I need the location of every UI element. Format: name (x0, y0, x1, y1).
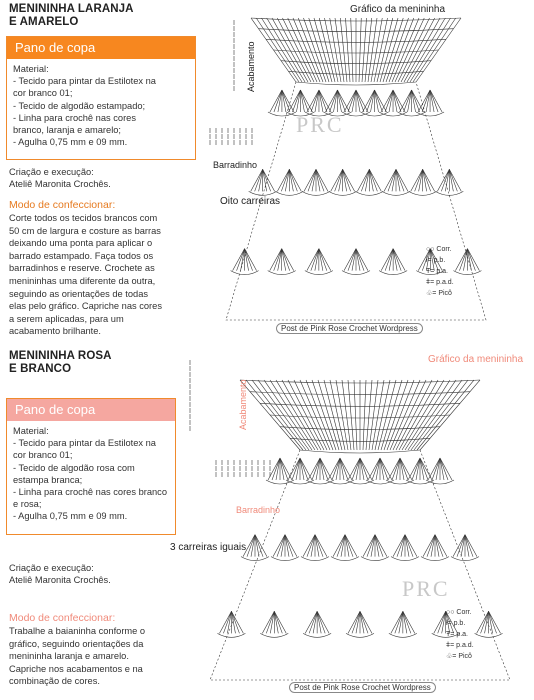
bottom-carreiras-label: 3 carreiras iguais (170, 542, 247, 553)
fan-edge (342, 112, 370, 116)
fan-edge (379, 112, 407, 116)
bottom-box-heading: Pano de copa (7, 399, 175, 421)
bottom-legend (446, 607, 474, 662)
fan-stitch (392, 458, 400, 480)
fan-stitch (335, 169, 343, 191)
bottom-credit (9, 562, 111, 586)
stitch-column (319, 18, 335, 82)
fan-edge (231, 271, 259, 275)
fan-edge (409, 191, 437, 195)
top-method-line: a serem aplicadas, para um (9, 313, 124, 324)
stitch-column (354, 380, 357, 450)
fan-edge (268, 271, 296, 275)
stitch-column (294, 380, 327, 450)
top-material-line: - Tecido para pintar da Estilotex na (13, 76, 156, 87)
bottom-material-line: - Linha para crochê nas cores branco (13, 487, 168, 498)
fan-stitch (282, 249, 290, 271)
fan-stitch (274, 611, 282, 633)
fan-stitch (272, 458, 280, 480)
fan-stitch (277, 535, 285, 557)
fan-stitch (457, 535, 465, 557)
stitch-row (300, 450, 420, 453)
fan-stitch (274, 90, 282, 112)
top-method-line: menininhas uma diferente da outra, (9, 275, 156, 286)
top-barradinho-label: Barradinho (213, 160, 258, 170)
fan-stitch (403, 611, 411, 633)
fan-stitch (282, 90, 290, 112)
fan-stitch (317, 611, 325, 633)
top-material-line: - Agulha 0,75 mm e 09 mm. (13, 137, 128, 148)
fan-edge (451, 557, 479, 561)
fan-edge (275, 191, 303, 195)
stitch-column (414, 380, 468, 450)
bottom-material-line: - Agulha 0,75 mm e 09 mm. (13, 511, 128, 522)
stitch-column (262, 18, 303, 82)
fan-edge (303, 633, 331, 637)
bottom-credit-line2: Ateliê Maronita Crochês. (9, 575, 111, 586)
fan-edge (361, 112, 389, 116)
fan-edge (382, 191, 410, 195)
fan-edge (331, 557, 359, 561)
top-material-line: cor branco 01; (13, 88, 73, 99)
fan-stitch (289, 169, 297, 191)
top-method-line: barrado estampado. Faça todos os (9, 250, 154, 261)
fan-stitch (393, 249, 401, 271)
fan-stitch (319, 249, 327, 271)
bottom-material-line: - Tecido para pintar da Estilotex na (13, 438, 156, 449)
fan-edge (260, 633, 288, 637)
bottom-legend-pb: ƚ= p.b. (446, 620, 466, 627)
bottom-method-line: combinação de cores. (9, 676, 100, 687)
fan-stitch (292, 458, 300, 480)
stitch-column (386, 18, 409, 82)
fan-stitch (489, 611, 497, 633)
bottom-material-line: e rosa; (13, 499, 42, 510)
fan-stitch (465, 535, 473, 557)
top-material-line: Material: (13, 64, 49, 74)
top-material-line: - Tecido de algodão estampado; (13, 100, 146, 111)
fan-edge (342, 271, 370, 275)
stitch-column (252, 380, 306, 450)
top-carreiras-label: Oito carreiras (220, 196, 281, 207)
fan-stitch (352, 458, 360, 480)
fan-edge (391, 557, 419, 561)
top-method-line: deixando uma ponta para aplicar o (9, 238, 153, 249)
top-box-heading: Pano de copa (7, 37, 195, 59)
fan-stitch (340, 458, 348, 480)
top-legend-pico: ♧= Picô (426, 290, 452, 297)
fan-edge (379, 271, 407, 275)
fan-stitch (420, 458, 428, 480)
fan-stitch (440, 458, 448, 480)
bottom-credit-line1: Criação e execução: (9, 563, 94, 573)
fan-stitch (337, 535, 345, 557)
fan-stitch (435, 535, 443, 557)
stitch-column (318, 380, 339, 450)
fan-stitch (280, 458, 288, 480)
bottom-legend-pa: Ŧ= p.a. (446, 631, 468, 638)
fan-stitch (367, 535, 375, 557)
stitch-column (306, 380, 333, 450)
top-material-line: branco, laranja e amarelo; (13, 125, 122, 136)
bottom-method-line: menininha laranja e amarelo. (9, 651, 129, 662)
top-material-box (6, 36, 196, 160)
bottom-watermark: PRC (402, 576, 450, 601)
bottom-legend-corr: ○○ Corr. (446, 609, 472, 616)
top-credit (9, 166, 111, 190)
fan-stitch (356, 249, 364, 271)
stitch-column (293, 18, 320, 82)
fan-stitch (385, 249, 393, 271)
stitch-column (378, 380, 396, 450)
fan-edge (329, 191, 357, 195)
fan-edge (355, 191, 383, 195)
fan-stitch (329, 90, 337, 112)
fan-edge (389, 633, 417, 637)
bottom-method-line: Capriche nos acabamentos e na (9, 663, 143, 674)
top-method-line: 50 cm de largura e costure as barras (9, 225, 161, 236)
fan-stitch (369, 169, 377, 191)
bottom-method-line: gráfico, seguindo orientações da (9, 638, 144, 649)
fan-stitch (412, 458, 420, 480)
fan-stitch (255, 535, 263, 557)
bottom-crochet-diagram (160, 350, 534, 700)
fan-stitch (400, 458, 408, 480)
fan-edge (346, 633, 374, 637)
fan-stitch (375, 90, 383, 112)
top-method-line: seguindo as orientações de todas (9, 288, 149, 299)
top-method-line: Corte todos os tecidos brancos com (9, 213, 158, 223)
top-caption: Post de Pink Rose Crochet Wordpress (276, 323, 423, 334)
top-method-line: acabamento brilhante. (9, 326, 101, 337)
fan-stitch (300, 90, 308, 112)
bottom-material-line: cor branco 01; (13, 450, 73, 461)
fan-stitch (255, 169, 263, 191)
bottom-title (9, 350, 112, 376)
fan-stitch (412, 90, 420, 112)
bottom-material-line: Material: (13, 426, 49, 436)
top-material-list (7, 59, 195, 152)
stitch-column (314, 18, 332, 82)
fan-stitch (223, 611, 231, 633)
fan-stitch (380, 458, 388, 480)
fan-stitch (438, 611, 446, 633)
bottom-caption: Post de Pink Rose Crochet Wordpress (289, 682, 436, 693)
fan-edge (361, 557, 389, 561)
top-title (9, 3, 134, 29)
stitch-column (324, 380, 342, 450)
fan-edge (301, 557, 329, 561)
top-material-line: - Linha para crochê nas cores (13, 112, 136, 123)
fan-stitch (311, 249, 319, 271)
bottom-material-list (7, 421, 175, 527)
fan-stitch (361, 169, 369, 191)
fan-stitch (307, 535, 315, 557)
top-credit-line1: Criação e execução: (9, 167, 94, 177)
bottom-method-line: Trabalhe a baianinha conforme o (9, 626, 146, 636)
bottom-material-line: estampa branca; (13, 474, 83, 485)
bottom-title-line2: E BRANCO (9, 363, 72, 375)
stitch-column (380, 18, 398, 82)
fan-stitch (422, 90, 430, 112)
top-credit-line2: Ateliê Maronita Crochês. (9, 179, 111, 190)
stitch-column (393, 380, 426, 450)
fan-stitch (332, 458, 340, 480)
fan-stitch (237, 249, 245, 271)
fan-edge (217, 633, 245, 637)
stitch-column (392, 18, 419, 82)
fan-stitch (423, 169, 431, 191)
fan-stitch (405, 535, 413, 557)
fan-edge (435, 191, 463, 195)
fan-stitch (247, 535, 255, 557)
stitch-column (381, 380, 402, 450)
top-chart-title: Gráfico da menininha (350, 4, 446, 15)
bottom-legend-pico: ♧= Picô (446, 653, 472, 660)
fan-stitch (397, 535, 405, 557)
fan-stitch (372, 458, 380, 480)
fan-stitch (348, 90, 356, 112)
bottom-acabamento-label: Acabamento (238, 379, 248, 430)
stitch-column (351, 18, 353, 82)
stitch-column (363, 380, 366, 450)
stitch-column (359, 18, 361, 82)
fan-stitch (393, 90, 401, 112)
stitch-column (383, 18, 403, 82)
fan-stitch (311, 90, 319, 112)
fan-stitch (308, 169, 316, 191)
top-method-line: elas pelo gráfico. Capriche nas cores (9, 301, 162, 312)
stitch-column (276, 380, 318, 450)
fan-stitch (430, 90, 438, 112)
fan-stitch (432, 458, 440, 480)
top-legend (426, 244, 454, 299)
bottom-method-heading: Modo de confeccionar: (9, 612, 116, 624)
stitch-column (366, 380, 372, 450)
bottom-method-text (9, 625, 145, 688)
fan-stitch (320, 458, 328, 480)
fan-stitch (337, 90, 345, 112)
top-acabamento-label: Acabamento (246, 41, 256, 92)
fan-stitch (360, 458, 368, 480)
stitch-column (377, 18, 393, 82)
top-watermark: PRC (296, 112, 344, 137)
fan-edge (426, 480, 454, 484)
fan-stitch (312, 458, 320, 480)
fan-stitch (345, 535, 353, 557)
fan-edge (241, 557, 269, 561)
fan-stitch (388, 169, 396, 191)
bottom-barradinho-label: Barradinho (236, 505, 281, 515)
fan-edge (302, 191, 330, 195)
top-legend-corr: ○○ Corr. (426, 246, 452, 253)
top-legend-pb: ƚ= p.b. (426, 257, 446, 264)
fan-stitch (348, 249, 356, 271)
stitch-column (410, 18, 451, 82)
fan-stitch (266, 611, 274, 633)
top-method-line: barradinhos e reserve. Crochete as (9, 263, 155, 274)
fan-stitch (449, 169, 457, 191)
fan-stitch (352, 611, 360, 633)
fan-stitch (360, 611, 368, 633)
fan-stitch (404, 90, 412, 112)
fan-stitch (292, 90, 300, 112)
fan-stitch (396, 169, 404, 191)
fan-stitch (375, 535, 383, 557)
fan-edge (416, 112, 444, 116)
stitch-column (309, 18, 329, 82)
bottom-material-line: - Tecido de algodão rosa com (13, 462, 135, 473)
stitch-column (348, 380, 354, 450)
fan-stitch (395, 611, 403, 633)
fan-edge (421, 557, 449, 561)
fan-stitch (316, 169, 324, 191)
fan-stitch (385, 90, 393, 112)
fan-stitch (281, 169, 289, 191)
stitch-row (296, 82, 416, 85)
bottom-legend-pad: ǂ= p.a.d. (446, 642, 474, 649)
fan-edge (398, 112, 426, 116)
fan-stitch (309, 611, 317, 633)
fan-stitch (459, 249, 467, 271)
stitch-column (304, 18, 327, 82)
fan-stitch (467, 249, 475, 271)
bottom-material-box (6, 398, 176, 535)
fan-stitch (356, 90, 364, 112)
stitch-column (387, 380, 414, 450)
fan-stitch (427, 535, 435, 557)
fan-stitch (415, 169, 423, 191)
top-method-heading: Modo de confeccionar: (9, 199, 116, 211)
fan-edge (271, 557, 299, 561)
bottom-title-line1: MENININHA ROSA (9, 350, 112, 362)
fan-stitch (367, 90, 375, 112)
bottom-chart-title: Gráfico da menininha (428, 354, 524, 365)
fan-stitch (315, 535, 323, 557)
stitch-column (402, 380, 444, 450)
top-method-text (9, 212, 162, 338)
fan-edge (305, 271, 333, 275)
top-legend-pad: ǂ= p.a.d. (426, 279, 454, 286)
fan-stitch (285, 535, 293, 557)
fan-edge (475, 633, 503, 637)
top-title-line1: MENININHA LARANJA (9, 3, 134, 15)
fan-edge (268, 112, 296, 116)
fan-stitch (319, 90, 327, 112)
fan-stitch (343, 169, 351, 191)
fan-stitch (263, 169, 271, 191)
top-title-line2: E AMARELO (9, 16, 79, 28)
fan-stitch (274, 249, 282, 271)
top-legend-pa: Ŧ= p.a. (426, 268, 448, 275)
fan-edge (453, 271, 481, 275)
fan-stitch (300, 458, 308, 480)
